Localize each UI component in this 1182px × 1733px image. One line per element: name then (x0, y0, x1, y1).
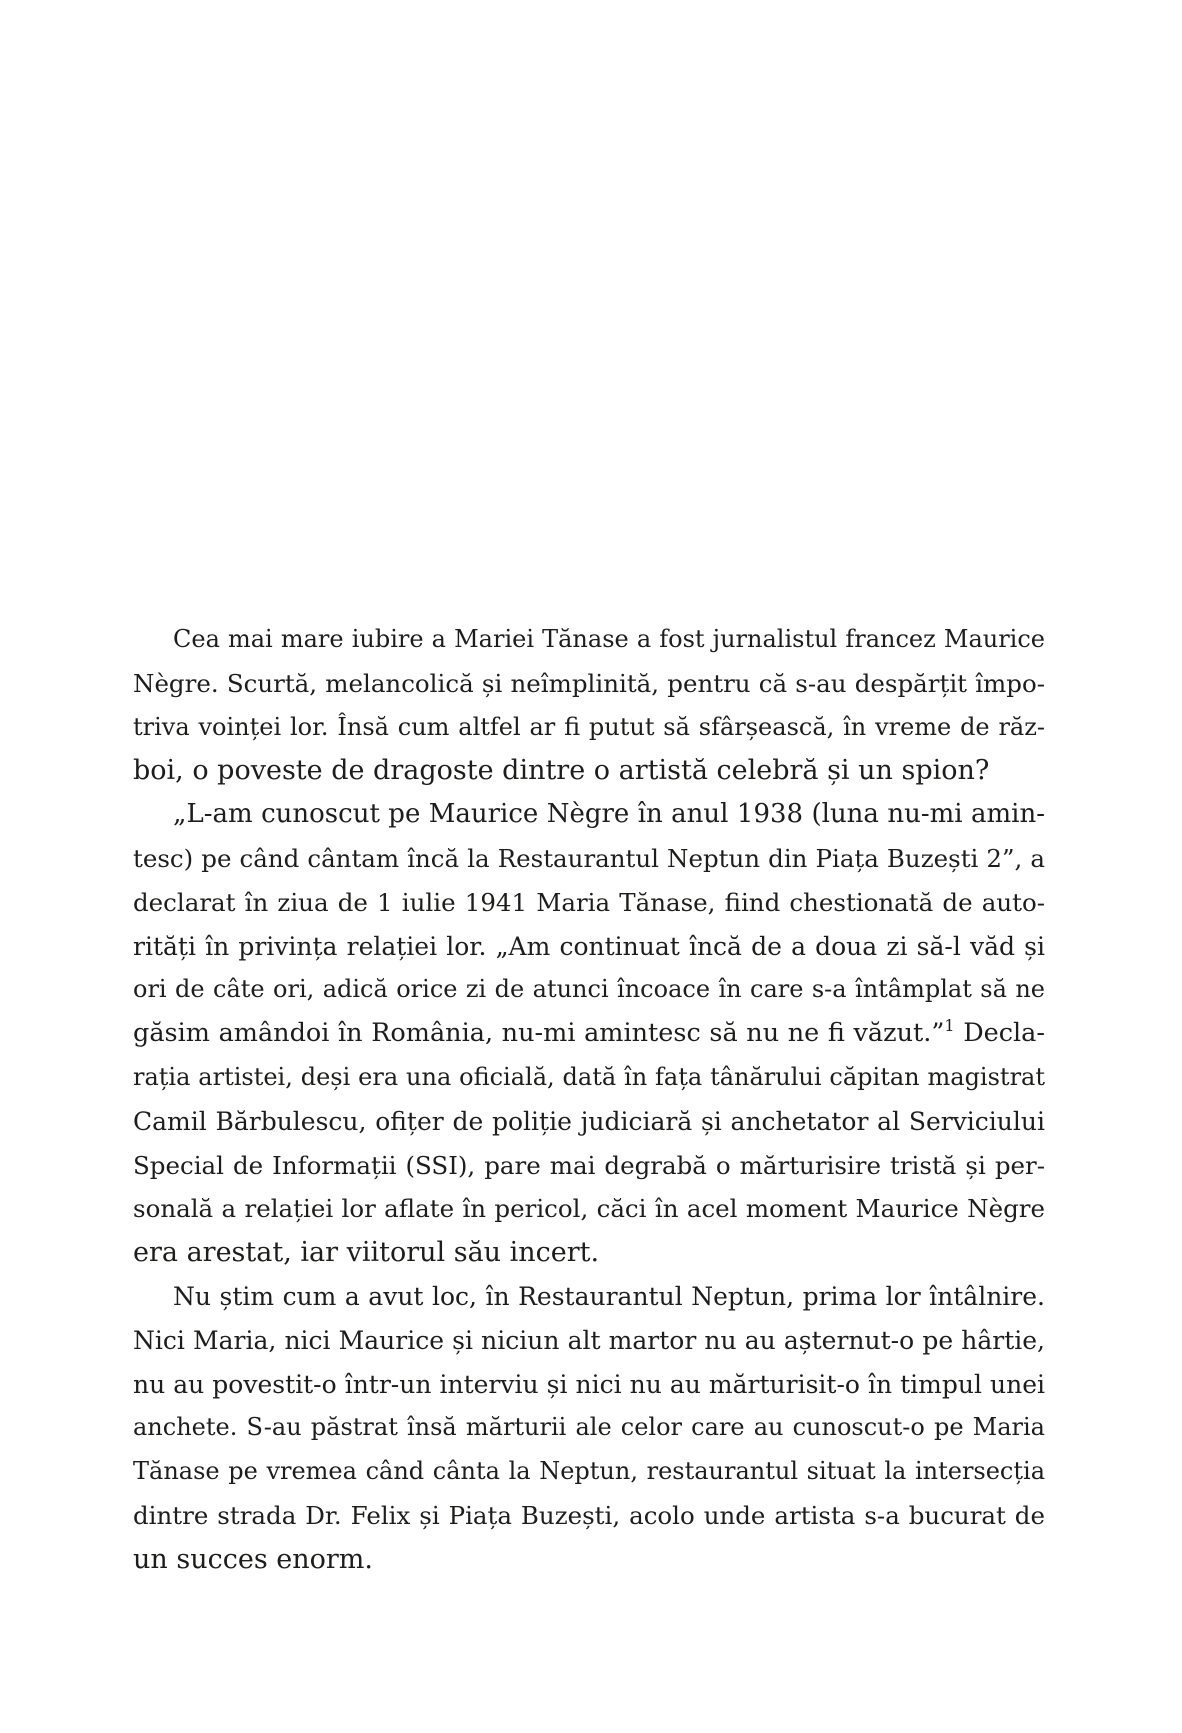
text-line: Special de Informații (SSI), pare mai degrabă o mărturisire tristă și per- (133, 1150, 1045, 1180)
text-line: rități în privința relației lor. „Am continuat încă de a doua zi să-l văd și (133, 931, 1045, 961)
text-line: Nici Maria, nici Maurice și niciun alt martor nu au așternut-o pe hârtie, (133, 1325, 1045, 1355)
text-line: „L-am cunoscut pe Maurice Nègre în anul 1938 (luna nu-mi amin- (173, 799, 1045, 830)
text-line: Tănase pe vremea când cânta la Neptun, restaurantul situat la intersecția (133, 1457, 1045, 1486)
body-text (133, 618, 1045, 1582)
text-line: Cea mai mare iubire a Mariei Tănase a fost jurnalistul francez Maurice (173, 625, 1045, 653)
text-line: Nu știm cum a avut loc, în Restaurantul Neptun, prima lor întâlnire. (173, 1281, 1045, 1311)
text-line: Camil Bărbulescu, ofițer de poliție judiciară și anchetator al Serviciului (133, 1106, 1045, 1136)
paragraph-1 (133, 618, 1045, 793)
footnote-marker[interactable]: 1 (944, 1016, 955, 1036)
text-line: ori de câte ori, adică orice zi de atunci încoace în care s-a întâmplat să ne (133, 975, 1045, 1004)
text-line: era arestat, iar viitorul său incert. (133, 1237, 600, 1269)
text-line: declarat în ziua de 1 iulie 1941 Maria Tănase, fiind chestionată de auto- (133, 887, 1045, 917)
paragraph-2 (133, 793, 1045, 1275)
text-line: dintre strada Dr. Felix și Piața Buzești, acolo unde artista s-a bucurat de (133, 1500, 1045, 1530)
text-line: sonală a relației lor aflate în pericol, căci în acel moment Maurice Nègre (133, 1194, 1045, 1224)
text-segment: găsim amândoi în România, nu-mi amintesc să nu ne fi văzut.” (133, 1018, 945, 1049)
text-line: boi, o poveste de dragoste dintre o artistă celebră și un spion? (133, 755, 990, 787)
text-line: Nègre. Scurtă, melancolică și neîmplinită, pentru că s-au despărțit împo- (133, 668, 1045, 698)
text-line: triva voinței lor. Însă cum altfel ar fi putut să sfârșească, în vreme de răz- (133, 712, 1045, 741)
paragraph-3 (133, 1275, 1045, 1582)
text-line: nu au povestit-o într-un interviu și nici nu au mărturisit-o în timpul unei (133, 1369, 1045, 1399)
text-line-with-footnote (133, 1012, 1045, 1056)
text-line: un succes enorm. (133, 1543, 373, 1575)
text-line: rația artistei, deși era una oficială, dată în fața tânărului căpitan magistrat (133, 1062, 1045, 1091)
text-line: anchete. S-au păstrat însă mărturii ale celor care au cunoscut-o pe Maria (133, 1413, 1045, 1442)
text-segment: Decla- (954, 1018, 1045, 1049)
text-line: tesc) pe când cântam încă la Restaurantul Neptun din Piața Buzești 2”, a (133, 843, 1045, 873)
